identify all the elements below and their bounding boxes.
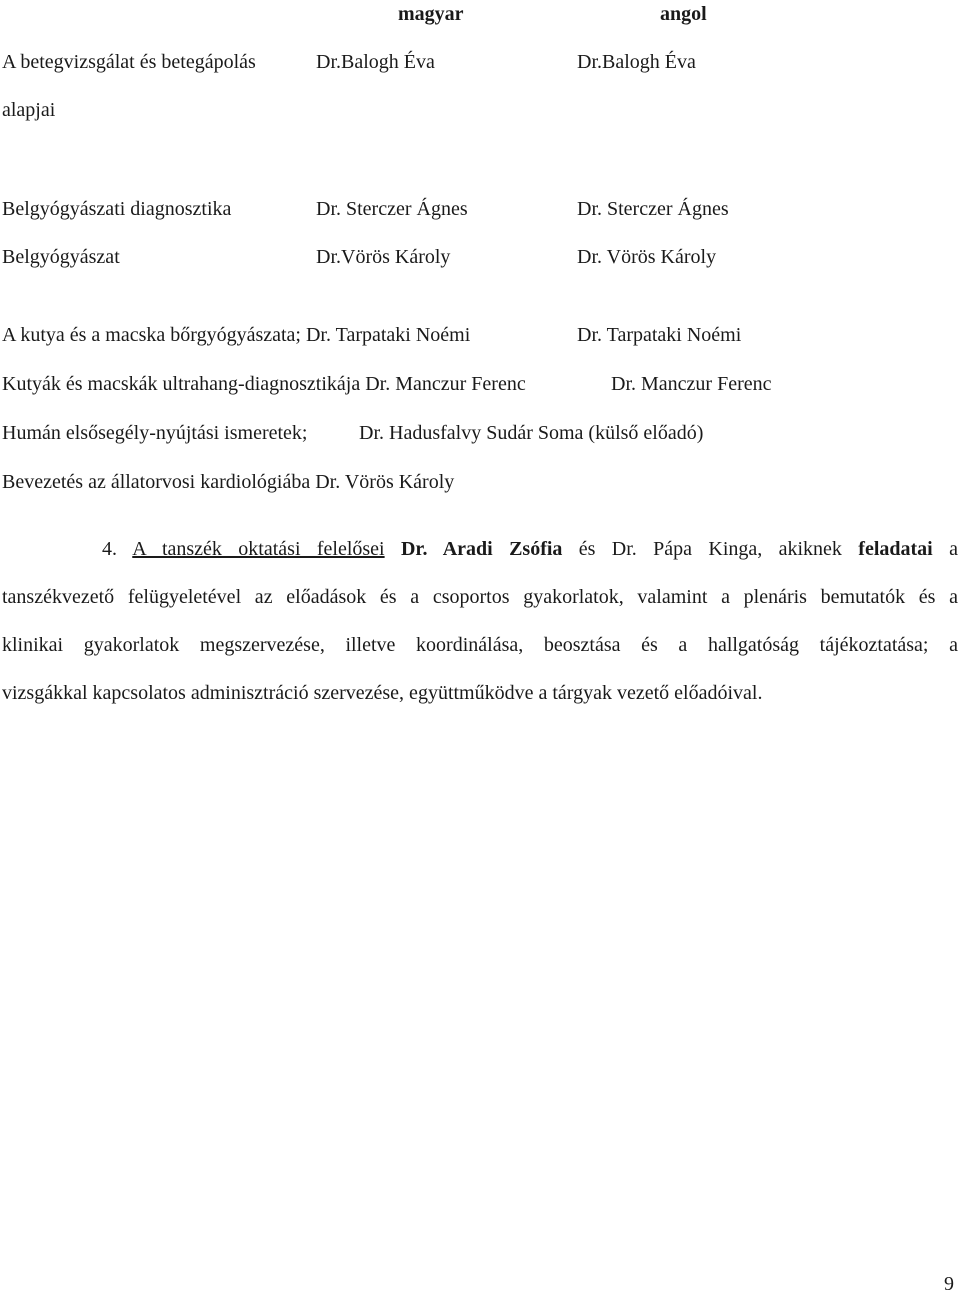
lecturer-hungarian: Dr.Vörös Károly	[316, 246, 451, 268]
course-name: Belgyógyászat	[2, 246, 120, 268]
emphasis-word: feladatai	[858, 538, 933, 560]
line-text: a	[949, 538, 958, 560]
column-header-hungarian: magyar	[398, 3, 464, 25]
lecturer-hungarian: Dr.Balogh Éva	[316, 51, 435, 73]
course-line: A kutya és a macska bőrgyógyászata; Dr. Tarpataki Noémi	[2, 324, 471, 346]
lecturer-english: Dr. Vörös Károly	[577, 246, 717, 268]
lecturer-english: Dr. Sterczer Ágnes	[577, 198, 729, 220]
lecturer-english: Dr.Balogh Éva	[577, 51, 696, 73]
lecturer-hungarian: Dr. Sterczer Ágnes	[316, 198, 468, 220]
responsible-name: Dr. Aradi Zsófia	[400, 538, 563, 560]
line-text: Dr. Pápa Kinga, akiknek	[611, 538, 842, 560]
conjunction: és	[578, 538, 596, 560]
page-number: 9	[944, 1273, 954, 1295]
section-4-line-4: vizsgákkal kapcsolatos adminisztráció szervezése, együttműködve a tárgyak vezető előadóival.	[2, 682, 763, 704]
section-4-line-3: klinikai gyakorlatok megszervezése, illetve koordinálása, beosztása és a hallgatóság tájékoztatása; a	[2, 634, 958, 656]
course-name-continued: alapjai	[2, 99, 56, 121]
course-name: A betegvizsgálat és betegápolás	[2, 51, 256, 73]
course-line: Kutyák és macskák ultrahang-diagnosztikája Dr. Manczur Ferenc	[2, 373, 526, 395]
section-4-line-1	[2, 537, 958, 585]
course-line: Bevezetés az állatorvosi kardiológiába Dr. Vörös Károly	[2, 471, 455, 493]
section-4-paragraph	[2, 537, 958, 729]
course-name: Belgyógyászati diagnosztika	[2, 198, 232, 220]
section-number: 4.	[102, 538, 117, 560]
course-line: Humán elsősegély-nyújtási ismeretek;	[2, 422, 308, 444]
lecturer-english: Dr. Manczur Ferenc	[611, 373, 772, 395]
column-header-english: angol	[660, 3, 707, 25]
section-4-line-2: tanszékvezető felügyeletével az előadások és a csoportos gyakorlatok, valamint a plenáris bemutatók és a	[2, 586, 958, 608]
guest-lecturer: Dr. Hadusfalvy Sudár Soma (külső előadó)	[359, 422, 704, 444]
section-title: A tanszék oktatási felelősei	[132, 538, 385, 560]
lecturer-english: Dr. Tarpataki Noémi	[577, 324, 742, 346]
